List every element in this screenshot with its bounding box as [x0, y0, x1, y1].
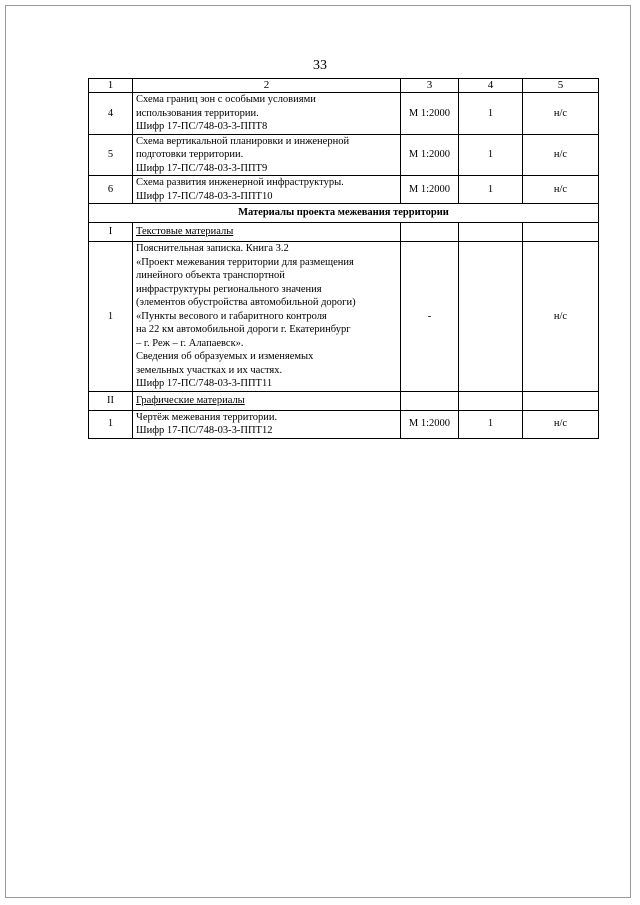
table-row — [89, 242, 599, 392]
row-count: 1 — [459, 134, 523, 176]
row-scale: М 1:2000 — [401, 134, 459, 176]
row-scale: М 1:2000 — [401, 176, 459, 204]
row-scale: - — [401, 242, 459, 392]
header-cell: 2 — [133, 79, 401, 93]
description-line: Сведения об образуемых и изменяемых — [136, 351, 314, 362]
group-label-text: Текстовые материалы — [136, 226, 234, 238]
group-row-text — [89, 223, 599, 242]
row-count: 1 — [459, 410, 523, 438]
section-title: Материалы проекта межевания территории — [89, 204, 599, 223]
row-number: 4 — [89, 93, 133, 135]
group-label-text: Графические материалы — [136, 394, 245, 406]
row-count — [459, 242, 523, 392]
row-number: 1 — [89, 242, 133, 392]
description-line: Шифр 17-ПС/748-03-3-ППТ12 — [136, 425, 273, 436]
header-cell: 4 — [459, 79, 523, 93]
header-cell: 3 — [401, 79, 459, 93]
description-line: «Проект межевания территории для размещения — [136, 256, 354, 268]
table-row — [89, 176, 599, 204]
description-line: Схема вертикальной планировки и инженерной — [136, 135, 350, 147]
group-label — [133, 223, 401, 242]
row-count: 1 — [459, 93, 523, 135]
row-note: н/с — [523, 410, 599, 438]
page-number: 33 — [313, 58, 327, 73]
empty-cell — [401, 223, 459, 242]
row-number: 5 — [89, 134, 133, 176]
description-line: Схема развития инженерной инфраструктуры. — [136, 177, 344, 188]
group-row-graphic — [89, 391, 599, 410]
row-note: н/с — [523, 242, 599, 392]
description-line: (элементов обустройства автомобильной дороги) — [136, 297, 356, 308]
description-line: Шифр 17-ПС/748-03-3-ППТ8 — [136, 121, 268, 132]
group-number: I — [89, 223, 133, 242]
header-cell: 5 — [523, 79, 599, 93]
description-line: земельных участках и их частях. — [136, 364, 283, 376]
row-description — [133, 93, 401, 135]
description-line: использования территории. — [136, 107, 259, 119]
section-heading-row — [89, 204, 599, 223]
row-count: 1 — [459, 176, 523, 204]
row-number: 6 — [89, 176, 133, 204]
table-row — [89, 410, 599, 438]
empty-cell — [401, 391, 459, 410]
description-line: инфраструктуры регионального значения — [136, 283, 322, 295]
description-line: подготовки территории. — [136, 149, 244, 160]
empty-cell — [523, 223, 599, 242]
description-line: Шифр 17-ПС/748-03-3-ППТ11 — [136, 378, 273, 389]
row-description — [133, 242, 401, 392]
row-number: 1 — [89, 410, 133, 438]
table-row — [89, 93, 599, 135]
empty-cell — [459, 223, 523, 242]
description-line: Пояснительная записка. Книга 3.2 — [136, 243, 289, 254]
row-description — [133, 410, 401, 438]
description-line: «Пункты весового и габаритного контроля — [136, 310, 327, 322]
table-header-row — [89, 79, 599, 93]
description-line: – г. Реж – г. Алапаевск». — [136, 337, 244, 349]
row-note: н/с — [523, 93, 599, 135]
row-note: н/с — [523, 134, 599, 176]
empty-cell — [523, 391, 599, 410]
description-line: на 22 км автомобильной дороги г. Екатеринбург — [136, 324, 351, 335]
description-line: Шифр 17-ПС/748-03-3-ППТ10 — [136, 190, 273, 202]
row-description — [133, 176, 401, 204]
empty-cell — [459, 391, 523, 410]
row-note: н/с — [523, 176, 599, 204]
materials-table — [88, 78, 599, 439]
description-line: Схема границ зон с особыми условиями — [136, 94, 316, 105]
description-line: Чертёж межевания территории. — [136, 411, 278, 423]
row-scale: М 1:2000 — [401, 93, 459, 135]
group-number: II — [89, 391, 133, 410]
group-label — [133, 391, 401, 410]
row-scale: М 1:2000 — [401, 410, 459, 438]
description-line: линейного объекта транспортной — [136, 270, 285, 281]
row-description — [133, 134, 401, 176]
description-line: Шифр 17-ПС/748-03-3-ППТ9 — [136, 162, 268, 174]
table-row — [89, 134, 599, 176]
header-cell: 1 — [89, 79, 133, 93]
